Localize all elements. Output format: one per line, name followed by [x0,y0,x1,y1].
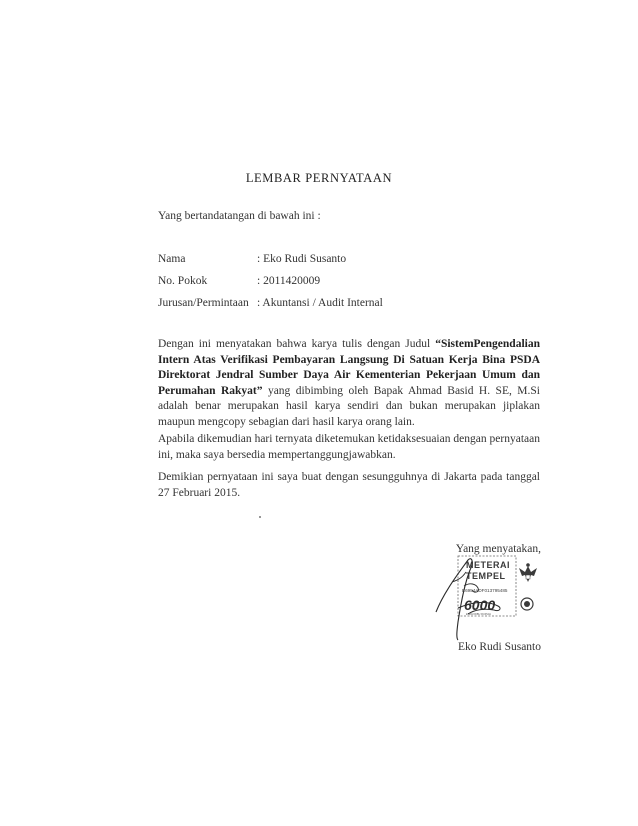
field-row-name [158,253,558,269]
field-label-number: No. Pokok [158,275,208,287]
field-label-department: Jurusan/Permintaan [158,297,249,309]
field-value-number: : 2011420009 [257,275,321,287]
scan-speck [259,516,261,518]
svg-text:ENAM RIBU RUPIAH: ENAM RIBU RUPIAH [466,613,491,616]
document-title: LEMBAR PERNYATAAN [245,171,393,185]
svg-text:METERAI: METERAI [466,560,510,570]
closing-paragraph: Demikian pernyataan ini saya buat dengan sesungguhnya di Jakarta pada tanggal 27 Februari 2015. [158,471,540,499]
svg-text:E6954ADF013795485: E6954ADF013795485 [462,588,508,593]
meterai-stamp-with-signature [428,552,548,642]
intro-text: Yang bertandatangan di bawah ini : [158,210,321,222]
statement-tail: yang dibimbing oleh Bapak Ahmad Basid H. SE, M.Si adalah benar merupakan hasil karya sendiri dan bukan merupakan jiplakan maupun mengcopy sebagian dari hasil karya orang lain. [158,384,541,428]
field-value-name: : Eko Rudi Susanto [257,253,347,265]
svg-text:TEMPEL: TEMPEL [466,571,506,581]
liability-paragraph: Apabila dikemudian hari ternyata diketemukan ketidaksesuaian dengan pernyataan ini, maka saya bersedia mempertanggungjawabkan. [158,433,540,461]
statement-paragraph [158,337,540,430]
stamp-rosette-icon [521,598,533,610]
field-label-name: Nama [158,253,186,265]
statement-lead: Dengan ini menyatakan bahwa karya tulis dengan Judul [158,338,436,350]
field-row-department [158,297,558,313]
thesis-title: “SistemPengendalian Intern Atas Verifikasi Pembayaran Langsung Di Satuan Kerja Bina PSDA Direktorat Jendral Sumber Daya Air Kementerian Pekerjaan Umum dan Perumahan Rakyat” [158,338,540,397]
signer-name: Eko Rudi Susanto [457,641,541,653]
field-row-number [158,275,558,291]
garuda-emblem-icon [519,563,537,582]
closing-salutation: Yang menyatakan, [455,543,541,555]
field-value-department: : Akuntansi / Audit Internal [257,297,383,309]
svg-text:6000: 6000 [464,597,496,613]
